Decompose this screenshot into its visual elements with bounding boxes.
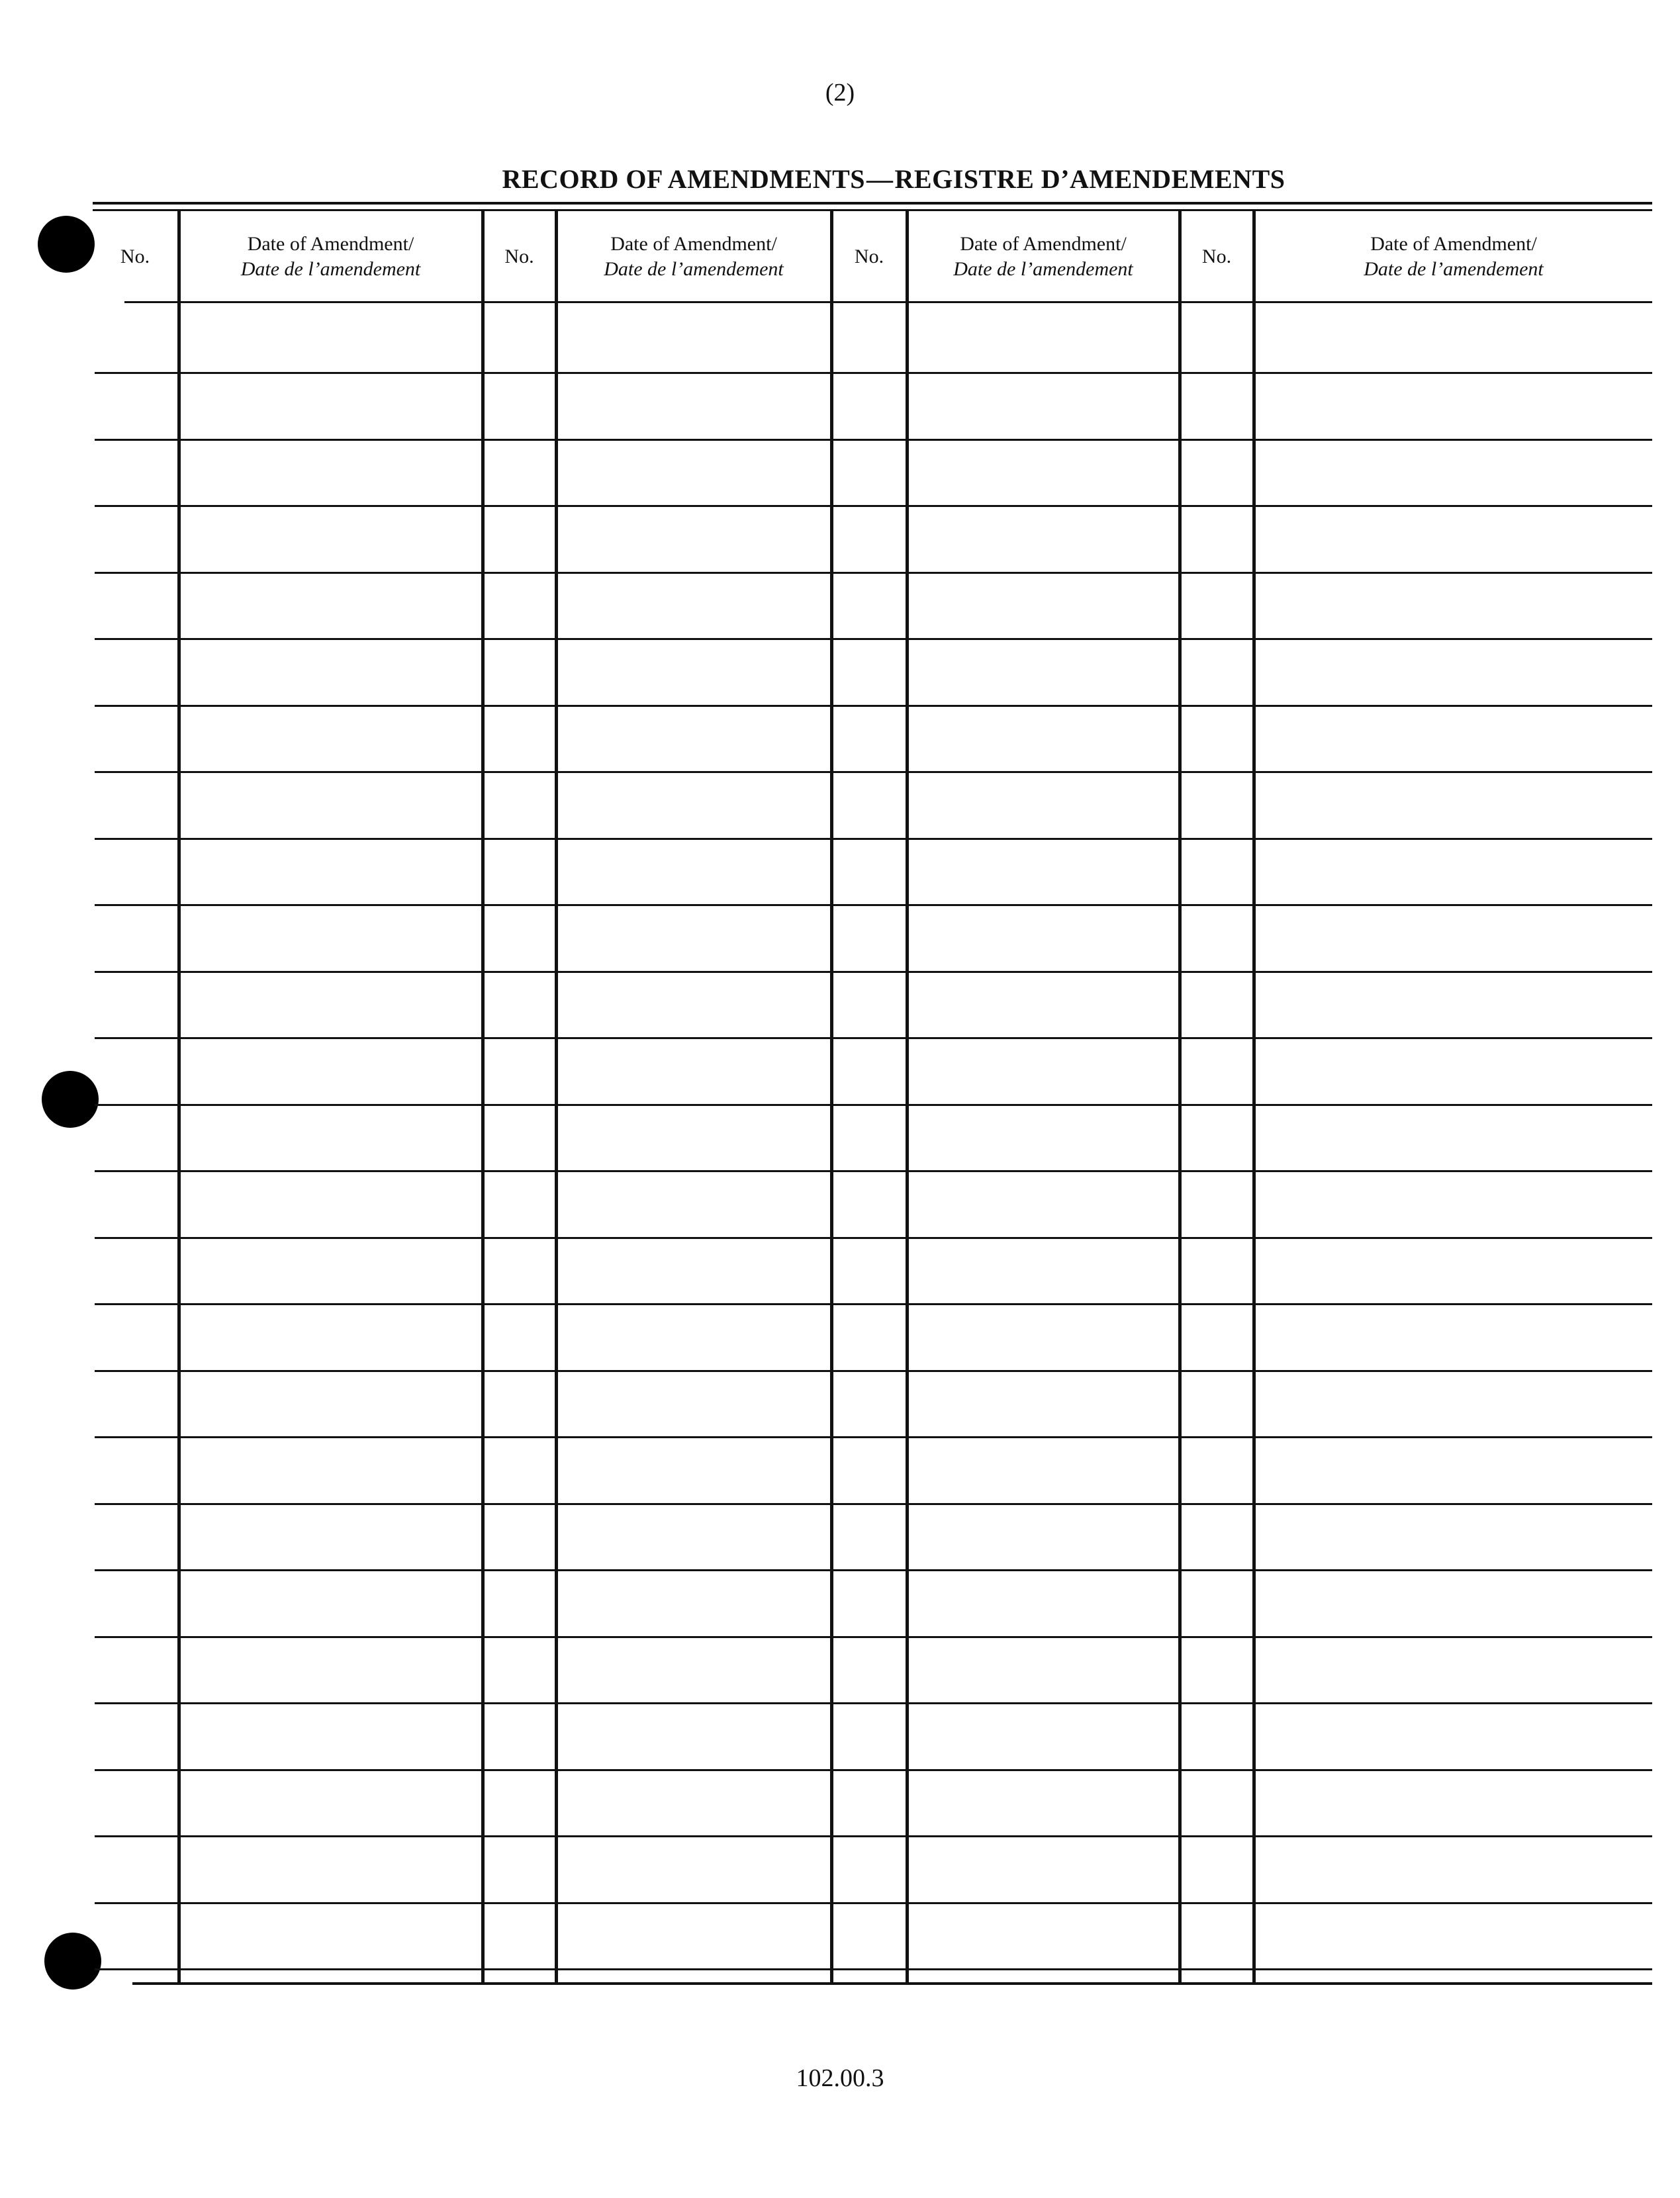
header-date-label-fr: Date de l’amendement bbox=[1364, 257, 1544, 280]
table-row bbox=[95, 1968, 1652, 1970]
header-date-label-fr: Date de l’amendement bbox=[953, 257, 1133, 280]
column-divider bbox=[1178, 210, 1182, 1984]
table-row bbox=[95, 838, 1652, 840]
page-number: (2) bbox=[825, 79, 855, 107]
table-row bbox=[95, 1303, 1652, 1305]
table-row bbox=[95, 1569, 1652, 1571]
table-row bbox=[95, 505, 1652, 507]
column-divider bbox=[906, 210, 909, 1984]
table-row bbox=[95, 1237, 1652, 1239]
header-bottom-rule bbox=[124, 301, 1652, 303]
column-divider bbox=[830, 210, 833, 1984]
column-divider bbox=[177, 210, 181, 1984]
table-row bbox=[95, 771, 1652, 773]
table-row bbox=[95, 372, 1652, 374]
header-date-label-en: Date of Amendment/ bbox=[610, 232, 777, 255]
table-row bbox=[95, 1037, 1652, 1039]
table-row bbox=[95, 638, 1652, 640]
table-row bbox=[95, 1170, 1652, 1172]
title-french: REGISTRE D’AMENDEMENTS bbox=[894, 164, 1285, 194]
header-date-label-en: Date of Amendment/ bbox=[247, 232, 414, 255]
table-row bbox=[95, 971, 1652, 973]
table-row bbox=[95, 1436, 1652, 1438]
table-row bbox=[95, 1370, 1652, 1372]
table-row bbox=[95, 439, 1652, 441]
header-date-label-fr: Date de l’amendement bbox=[240, 257, 421, 280]
column-divider bbox=[555, 210, 558, 1984]
table-row bbox=[95, 904, 1652, 906]
table-row bbox=[95, 1902, 1652, 1904]
header-date-label-en: Date of Amendment/ bbox=[960, 232, 1127, 255]
header-date-label-fr: Date de l’amendement bbox=[604, 257, 784, 280]
column-divider bbox=[481, 210, 485, 1984]
title-separator: — bbox=[866, 164, 894, 194]
table-row bbox=[95, 1636, 1652, 1638]
footer-code: 102.00.3 bbox=[796, 2064, 884, 2092]
header-no-label: No. bbox=[854, 245, 884, 267]
header-no-label: No. bbox=[1201, 245, 1232, 267]
table-row bbox=[95, 1503, 1652, 1505]
table-row bbox=[95, 572, 1652, 574]
header-date-label-en: Date of Amendment/ bbox=[1370, 232, 1537, 255]
header-no-label: No. bbox=[120, 245, 150, 267]
table-row bbox=[95, 1104, 1652, 1106]
table-row bbox=[95, 1702, 1652, 1704]
column-divider bbox=[1252, 210, 1256, 1984]
table-row bbox=[95, 1835, 1652, 1837]
title-english: RECORD OF AMENDMENTS bbox=[502, 164, 866, 194]
header-no-label: No. bbox=[504, 245, 534, 267]
table-row bbox=[95, 705, 1652, 707]
table-bottom-rule bbox=[132, 1982, 1652, 1985]
table-row bbox=[95, 1769, 1652, 1771]
